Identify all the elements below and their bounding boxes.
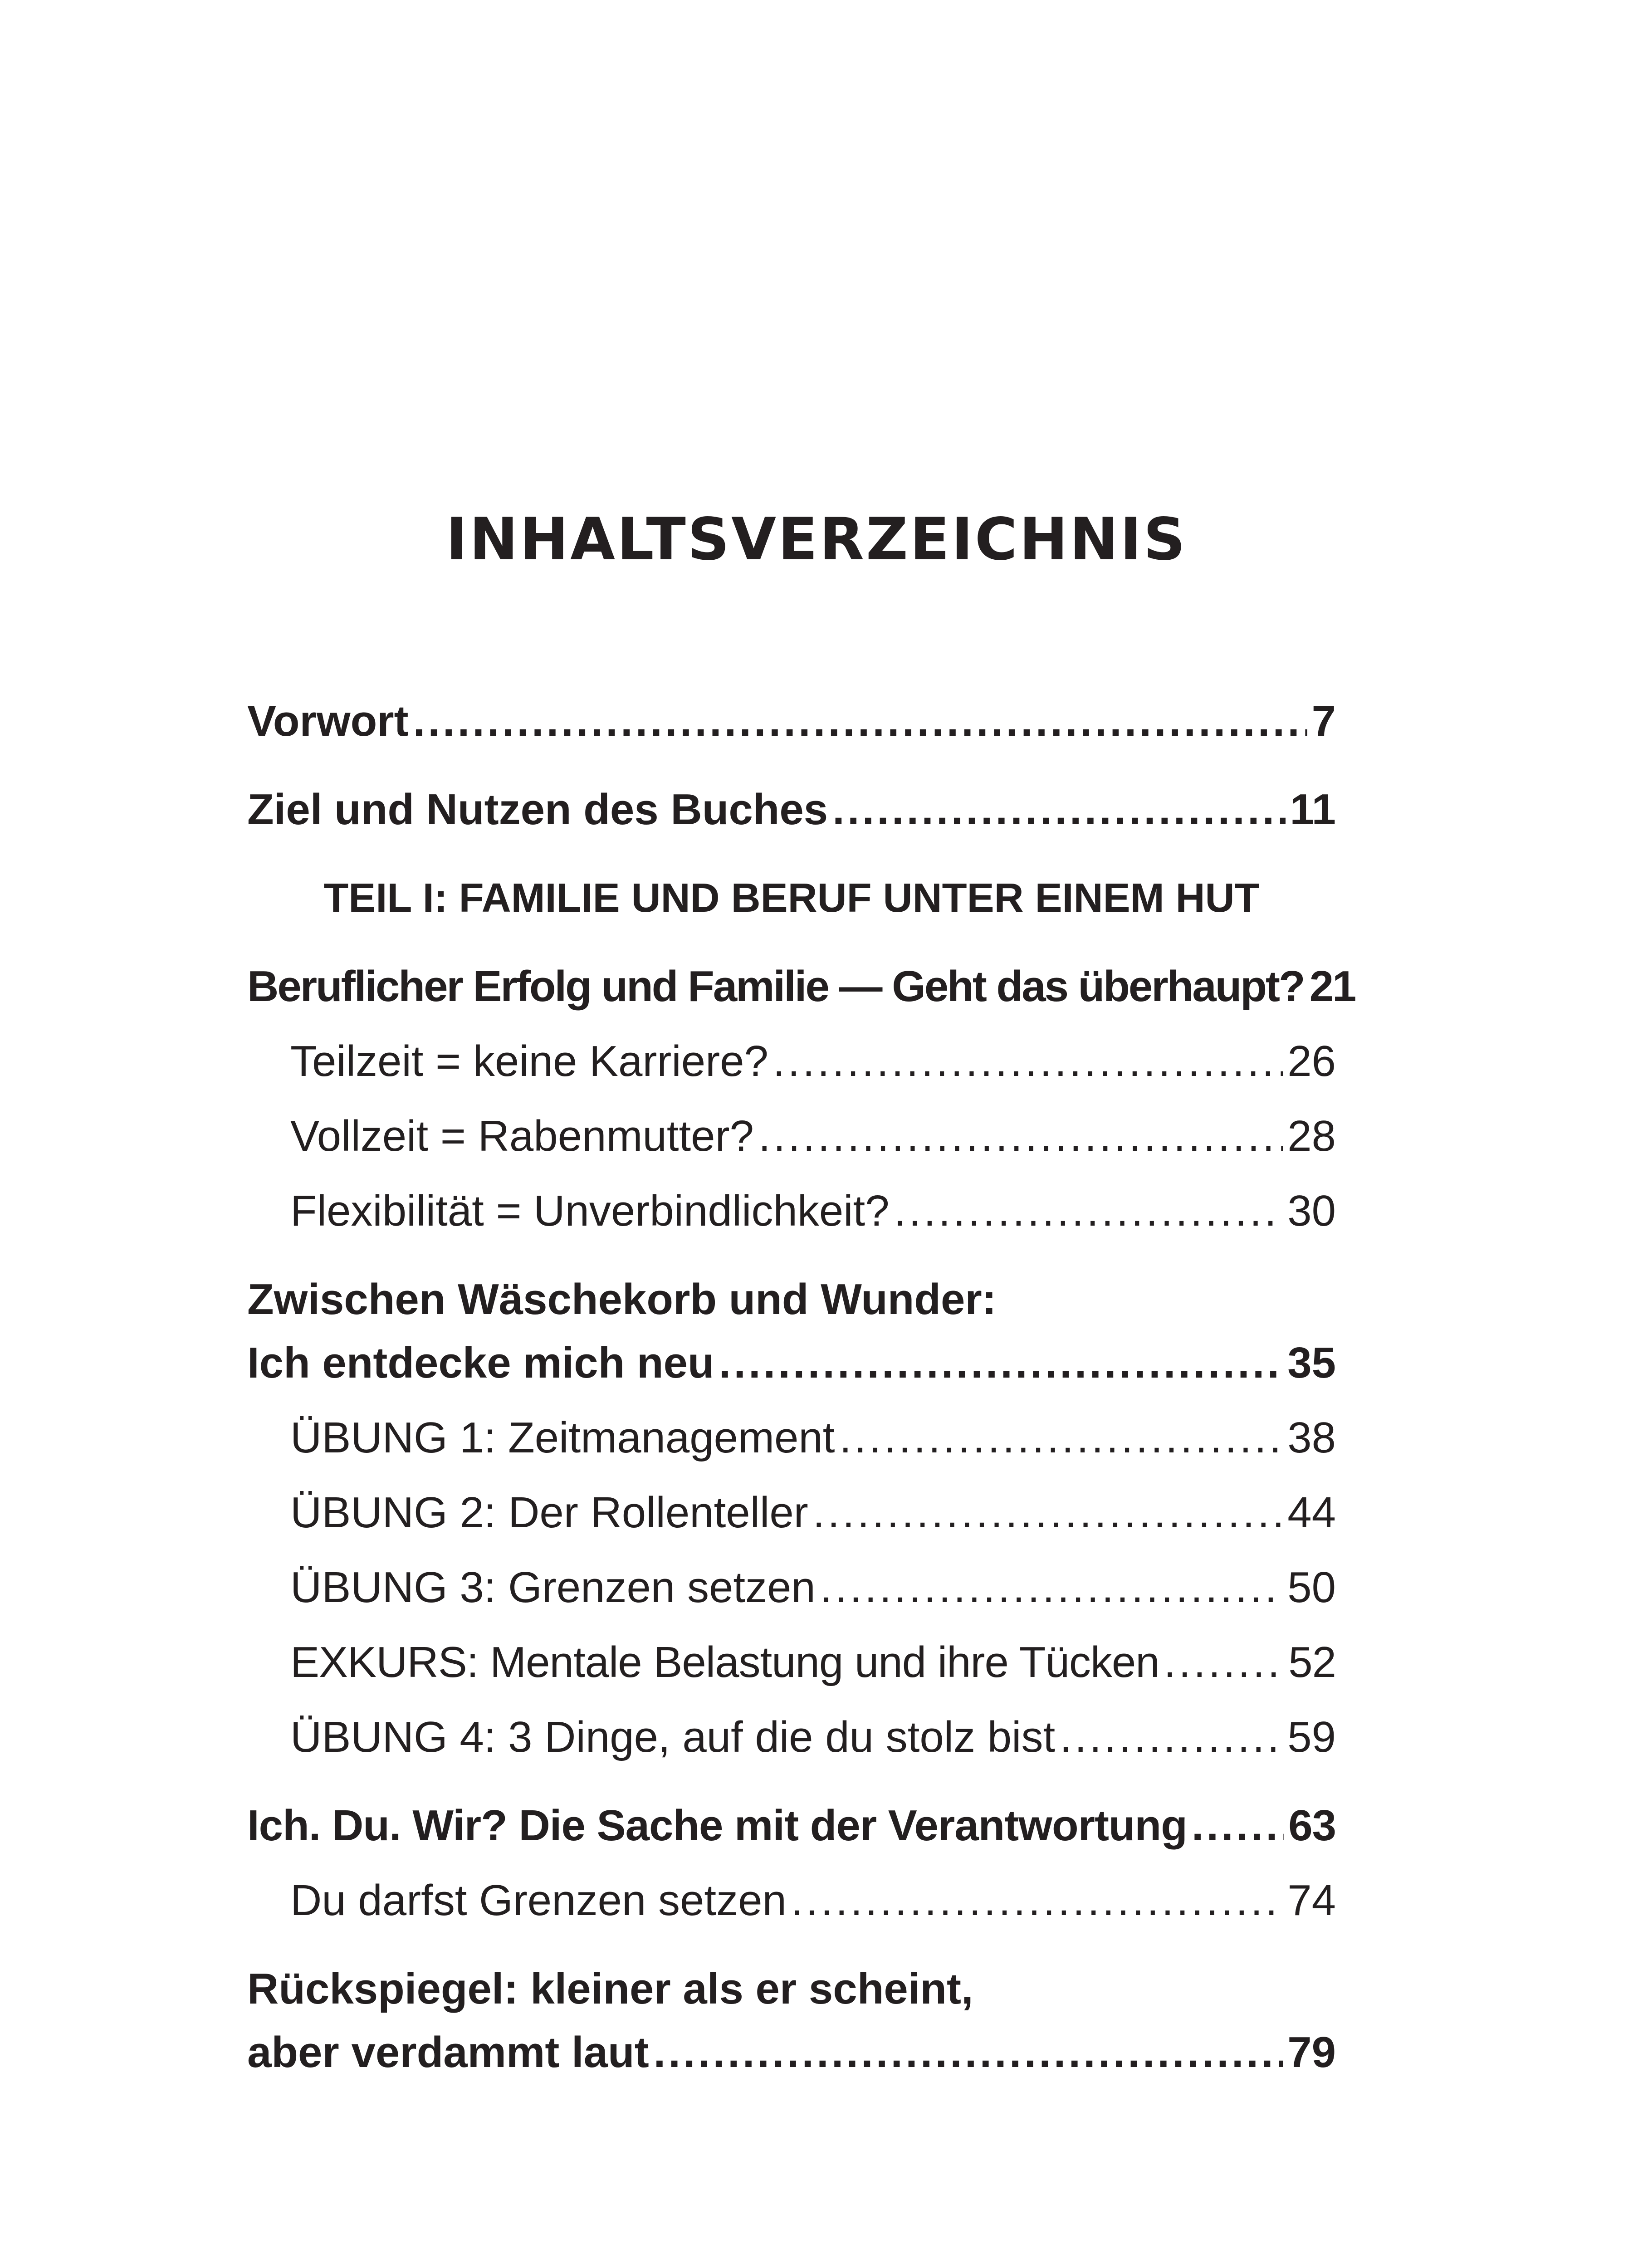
dot-leader bbox=[1060, 1706, 1283, 1769]
toc-page-number: 50 bbox=[1287, 1563, 1336, 1612]
page-title: INHALTSVERZEICHNIS bbox=[446, 506, 1187, 573]
toc-entry-title: ÜBUNG 4: 3 Dinge, auf die du stolz bist bbox=[290, 1713, 1056, 1761]
toc-entry-waeschekorb[interactable] bbox=[247, 1331, 1336, 1395]
dot-leader bbox=[413, 689, 1307, 753]
toc-page-number: 52 bbox=[1288, 1638, 1336, 1686]
toc-entry-title: ÜBUNG 3: Grenzen setzen bbox=[290, 1563, 816, 1612]
toc-page-number: 11 bbox=[1290, 785, 1336, 834]
toc-entry-uebung1[interactable] bbox=[247, 1406, 1336, 1470]
toc-entry-vollzeit[interactable] bbox=[247, 1105, 1336, 1168]
toc-entry-title: aber verdammt laut bbox=[247, 2028, 649, 2077]
toc-entry-title: ÜBUNG 2: Der Rollenteller bbox=[290, 1488, 808, 1537]
dot-leader bbox=[832, 778, 1285, 841]
dot-leader bbox=[654, 2021, 1283, 2084]
dot-leader bbox=[1164, 1631, 1284, 1694]
toc-entry-rueckspiegel[interactable] bbox=[247, 2021, 1336, 2084]
toc-page-number: 30 bbox=[1287, 1187, 1336, 1235]
part-heading: TEIL I: FAMILIE UND BERUF UNTER EINEM HUT bbox=[323, 875, 1260, 921]
toc-page-number: 21 bbox=[1309, 962, 1355, 1011]
toc-page-number: 26 bbox=[1287, 1037, 1336, 1085]
dot-leader bbox=[791, 1869, 1283, 1932]
toc-page-number: 44 bbox=[1287, 1488, 1336, 1537]
toc-page-number: 74 bbox=[1287, 1876, 1336, 1925]
dot-leader bbox=[719, 1331, 1283, 1395]
toc-page-number: 7 bbox=[1311, 697, 1336, 745]
dot-leader bbox=[1192, 1794, 1284, 1857]
toc-entry-grenzen[interactable] bbox=[247, 1869, 1336, 1932]
toc-entry-title: Ich. Du. Wir? Die Sache mit der Verantwortung bbox=[247, 1801, 1187, 1850]
dot-leader bbox=[894, 1179, 1283, 1243]
toc-entry-flexibilitaet[interactable] bbox=[247, 1179, 1336, 1243]
toc-entry-title: Beruflicher Erfolg und Familie — Geht das überhaupt? bbox=[247, 962, 1304, 1011]
toc-entry-exkurs[interactable] bbox=[247, 1631, 1336, 1694]
toc-entry-uebung3[interactable] bbox=[247, 1556, 1336, 1619]
toc-entry-waeschekorb-line1[interactable]: Zwischen Wäschekorb und Wunder: bbox=[247, 1275, 997, 1324]
toc-page-number: 28 bbox=[1287, 1112, 1336, 1160]
toc-entry-erfolg[interactable] bbox=[247, 955, 1355, 1018]
toc-entry-title: EXKURS: Mentale Belastung und ihre Tücken bbox=[290, 1638, 1159, 1686]
table-of-contents bbox=[247, 689, 1355, 2084]
toc-entry-title: Flexibilität = Unverbindlichkeit? bbox=[290, 1187, 890, 1235]
dot-leader bbox=[758, 1105, 1283, 1168]
toc-page-number: 59 bbox=[1287, 1713, 1336, 1761]
toc-page-number: 38 bbox=[1287, 1413, 1336, 1462]
toc-entry-verantwortung[interactable] bbox=[247, 1794, 1336, 1857]
toc-entry-ziel[interactable] bbox=[247, 778, 1336, 841]
toc-entry-vorwort[interactable] bbox=[247, 689, 1336, 753]
dot-leader bbox=[839, 1406, 1283, 1470]
toc-entry-title: Ziel und Nutzen des Buches bbox=[247, 785, 828, 834]
toc-entry-uebung4[interactable] bbox=[247, 1706, 1336, 1769]
dot-leader bbox=[820, 1556, 1283, 1619]
dot-leader bbox=[813, 1481, 1283, 1545]
toc-entry-teilzeit[interactable] bbox=[247, 1030, 1336, 1093]
toc-entry-title: Vollzeit = Rabenmutter? bbox=[290, 1112, 754, 1160]
toc-entry-title: Ich entdecke mich neu bbox=[247, 1339, 714, 1387]
toc-page-number: 79 bbox=[1287, 2028, 1336, 2077]
toc-entry-title: Du darfst Grenzen setzen bbox=[290, 1876, 787, 1925]
toc-page-number: 35 bbox=[1287, 1339, 1336, 1387]
toc-entry-title: ÜBUNG 1: Zeitmanagement bbox=[290, 1413, 835, 1462]
toc-entry-rueckspiegel-line1[interactable]: Rückspiegel: kleiner als er scheint, bbox=[247, 1965, 973, 2013]
toc-entry-title: Vorwort bbox=[247, 697, 409, 745]
toc-entry-title: Teilzeit = keine Karriere? bbox=[290, 1037, 768, 1085]
dot-leader bbox=[773, 1030, 1283, 1093]
toc-page-number: 63 bbox=[1288, 1801, 1336, 1850]
toc-entry-uebung2[interactable] bbox=[247, 1481, 1336, 1545]
